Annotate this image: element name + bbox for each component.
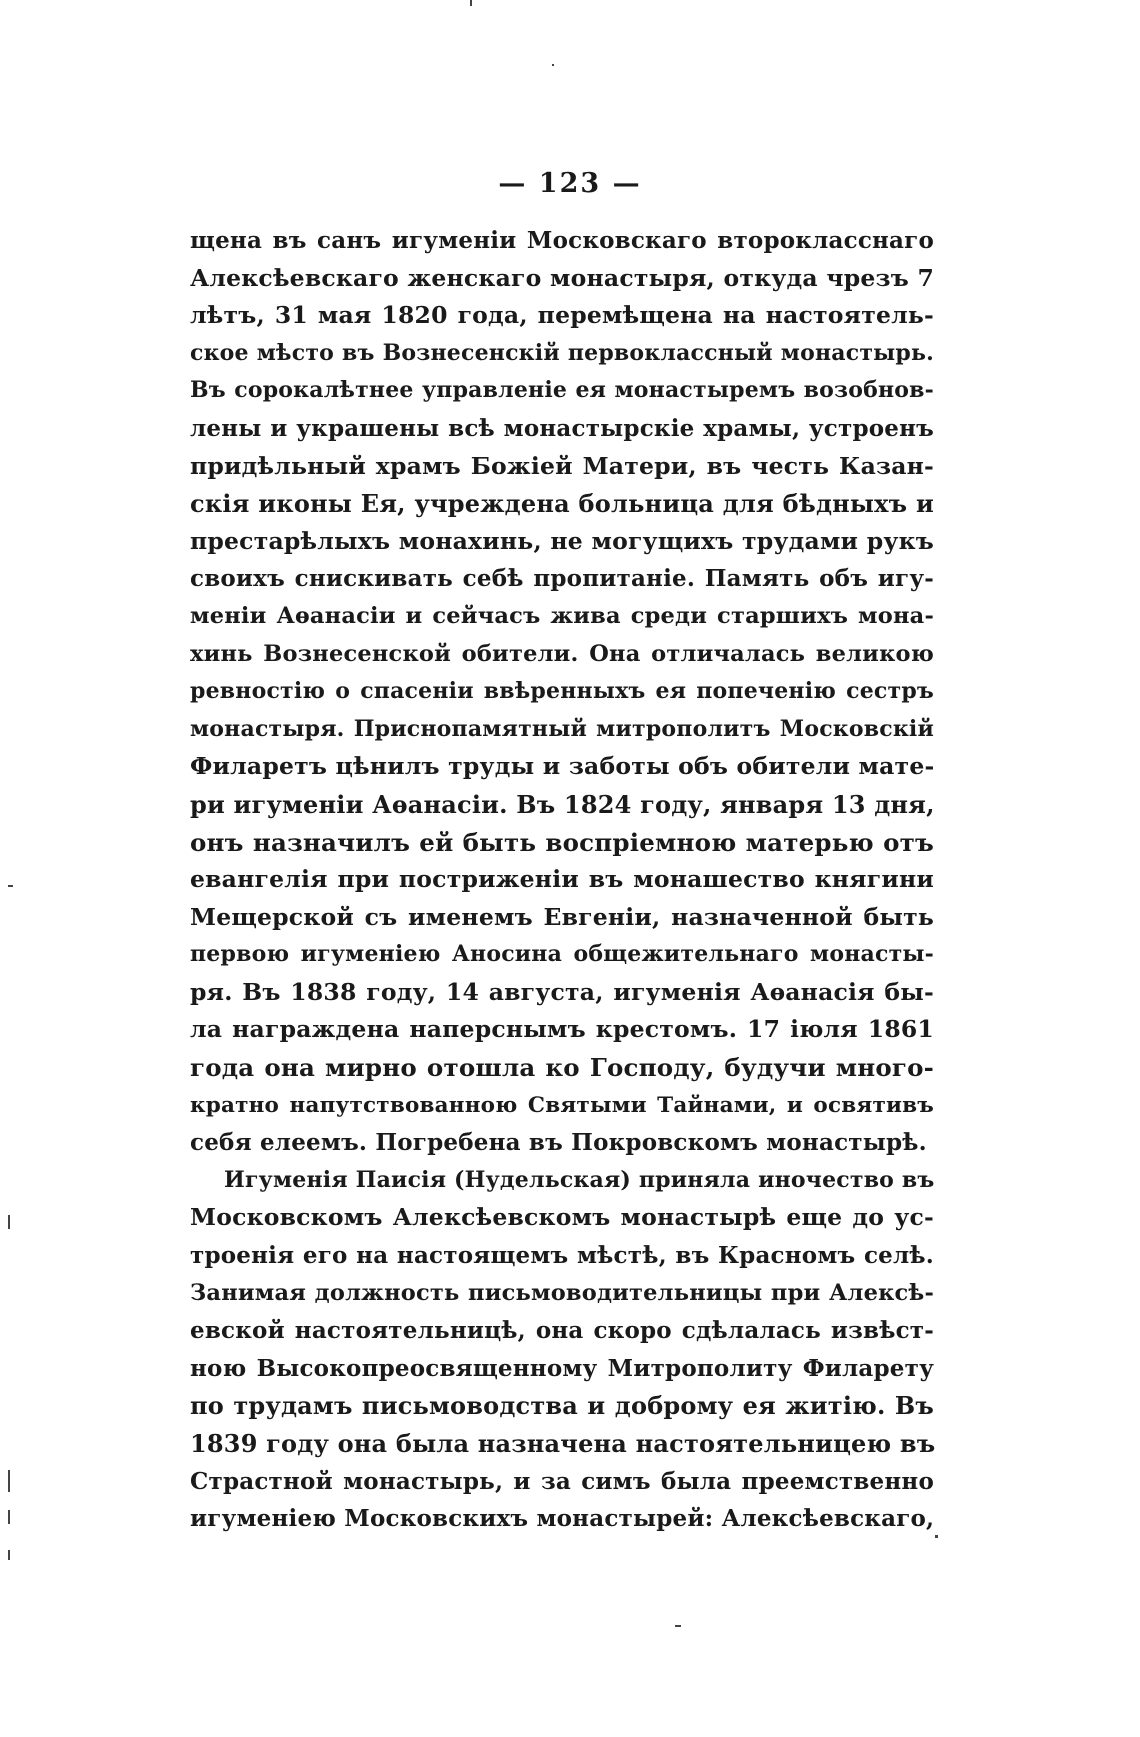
scan-speck: [675, 1625, 681, 1627]
scan-speck: [935, 1535, 938, 1538]
text-line: ла награждена наперснымъ крестомъ. 17 іюля 1861: [190, 1015, 934, 1044]
text-line: лены и украшены всѣ монастырскіе храмы, устроенъ: [190, 414, 934, 442]
scan-speck: [8, 1550, 10, 1560]
scan-speck: [8, 1215, 10, 1229]
text-line: щена въ санъ игуменіи Московскаго второкласснаго: [190, 227, 934, 254]
text-line: евангелія при постриженіи въ монашество княгини: [190, 865, 934, 894]
text-line: лѣтъ, 31 мая 1820 года, перемѣщена на настоятель-: [190, 301, 934, 330]
page-number: — 123 —: [498, 168, 642, 199]
text-line: Въ сорокалѣтнее управленіе ея монастыремъ возобнов-: [190, 377, 934, 404]
text-line: престарѣлыхъ монахинь, не могущихъ трудами рукъ: [190, 526, 934, 555]
scan-speck: [8, 885, 13, 887]
text-line: Филаретъ цѣнилъ труды и заботы объ обители мате-: [190, 752, 935, 781]
text-line: монастыря. Приснопамятный митрополитъ Московскій: [190, 715, 934, 742]
text-line: первою игуменіею Аносина общежительнаго монасты-: [190, 941, 934, 968]
text-line: 1839 году она была назначена настоятельницею въ: [190, 1429, 936, 1458]
text-line: Московскомъ Алексѣевскомъ монастырѣ еще до ус-: [190, 1203, 934, 1232]
text-line: троенія его на настоящемъ мѣстѣ, въ Красномъ селѣ.: [190, 1242, 934, 1270]
body-text: [190, 222, 934, 1538]
text-line: ское мѣсто въ Вознесенскій первоклассный монастырь.: [190, 339, 934, 366]
text-line: онъ назначилъ ей быть воспріемною матерью отъ: [190, 827, 934, 857]
text-line: кратно напутствованною Святыми Тайнами, и освятивъ: [190, 1092, 934, 1118]
text-line: своихъ снискивать себѣ пропитаніе. Память объ игу-: [190, 565, 934, 593]
scan-speck: [8, 1470, 10, 1492]
text-line: меніи Аѳанасіи и сейчасъ жива среди старшихъ мона-: [190, 602, 934, 629]
text-line: по трудамъ письмоводства и доброму ея житію. Въ: [190, 1391, 934, 1421]
text-line: игуменіею Московскихъ монастырей: Алексѣевскаго,: [190, 1505, 935, 1533]
text-line: придѣльный храмъ Божіей Матери, въ честь Казан-: [190, 451, 934, 480]
text-line: хинь Вознесенской обители. Она отличалась великою: [190, 640, 934, 667]
text-line: Страстной монастырь, и за симъ была преемственно: [190, 1467, 934, 1495]
text-line: ри игуменіи Аѳанасіи. Въ 1824 году, января 13 дня,: [190, 789, 935, 819]
scan-speck: [470, 0, 472, 6]
text-line: Алексѣевскаго женскаго монастыря, откуда чрезъ 7: [190, 263, 934, 292]
scan-speck: [552, 64, 554, 66]
scan-speck: [8, 1510, 10, 1524]
text-line: года она мирно отошла ко Господу, будучи много-: [190, 1053, 934, 1083]
text-line: Занимая должность письмоводительницы при Алексѣ-: [190, 1279, 934, 1306]
text-line: ря. Въ 1838 году, 14 августа, игуменія Аѳанасія бы-: [190, 977, 934, 1006]
text-line: евской настоятельницѣ, она скоро сдѣлалась извѣст-: [190, 1317, 934, 1345]
text-line: ною Высокопреосвященному Митрополиту Филарету: [190, 1354, 934, 1382]
text-line: ревностію о спасеніи ввѣренныхъ ея попеченію сестръ: [190, 678, 934, 705]
text-line: себя елеемъ. Погребена въ Покровскомъ монастырѣ.: [190, 1129, 927, 1157]
text-line: Мещерской съ именемъ Евгеніи, назначенной быть: [190, 902, 934, 931]
text-line: Игуменія Паисія (Нудельская) приняла иночество въ: [224, 1166, 935, 1193]
text-line: скія иконы Ея, учреждена больница для бѣдныхъ и: [190, 489, 934, 519]
